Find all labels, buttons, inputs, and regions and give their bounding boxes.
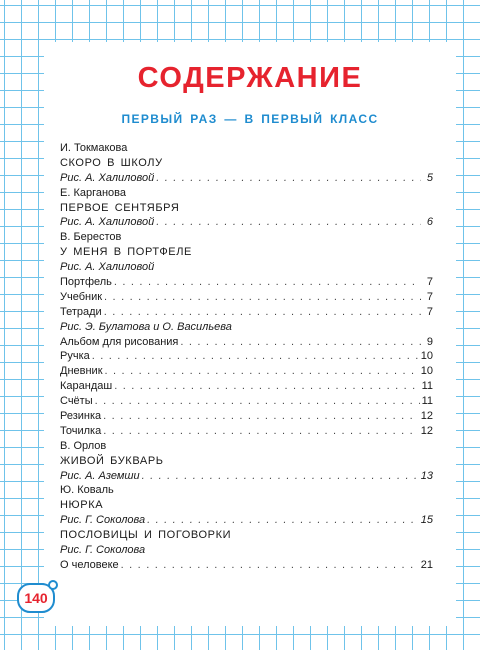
toc-entry (60, 513, 433, 528)
toc-page-number: 10 (420, 350, 433, 363)
toc-entry-text: О человеке (60, 558, 119, 571)
toc-entry-text: Дневник (60, 365, 103, 378)
toc-entry-text: СКОРО В ШКОЛУ (60, 156, 163, 169)
toc-entry (60, 469, 433, 484)
toc-page-number: 12 (420, 424, 433, 437)
toc-author (60, 439, 433, 454)
toc-entry-text: ПОСЛОВИЦЫ И ПОГОВОРКИ (60, 529, 232, 542)
toc-page-number: 10 (420, 365, 433, 378)
toc-entry-text: В. Орлов (60, 439, 107, 452)
toc-illustrator (60, 260, 433, 275)
badge-dot-icon (48, 580, 58, 590)
toc-entry-text: Рис. Э. Булатова и О. Васильева (60, 320, 232, 333)
toc-entry-text: Рис. А. Аземши (60, 469, 140, 482)
toc-story-title (60, 498, 433, 513)
toc-author (60, 483, 433, 498)
toc-entry (60, 290, 433, 305)
toc-author (60, 186, 433, 201)
toc-entry-text: Счёты (60, 395, 93, 408)
toc-page-number: 13 (420, 469, 433, 482)
toc-entry (60, 335, 433, 350)
toc-page-number: 9 (426, 335, 433, 348)
toc-entry-text: Рис. Г. Соколова (60, 544, 146, 557)
toc-illustrator (60, 320, 433, 335)
toc-entry-text: Портфель (60, 276, 112, 289)
toc-entry (60, 424, 433, 439)
dot-leader (156, 215, 421, 230)
toc-entry-text: ЖИВОЙ БУКВАРЬ (60, 454, 164, 467)
toc-entry-text: Альбом для рисования (60, 335, 179, 348)
toc-entry (60, 171, 433, 186)
toc-entry (60, 394, 433, 409)
toc-page-number: 12 (420, 410, 433, 423)
toc-entry-text: Ручка (60, 350, 90, 363)
toc-entry (60, 275, 433, 290)
page-number: 140 (24, 590, 48, 606)
toc-entry (60, 364, 433, 379)
toc-page-number: 11 (421, 380, 433, 393)
toc-story-title (60, 528, 433, 543)
toc-page-number: 6 (426, 216, 433, 229)
toc-page-number: 7 (426, 305, 433, 318)
dot-leader (114, 275, 421, 290)
dot-leader (105, 364, 419, 379)
toc-entry (60, 349, 433, 364)
dot-leader (95, 394, 420, 409)
toc-entry-text: НЮРКА (60, 499, 104, 512)
dot-leader (121, 558, 419, 573)
toc-entry-text: Тетради (60, 305, 102, 318)
toc-entry (60, 215, 433, 230)
section-heading: ПЕРВЫЙ РАЗ — В ПЕРВЫЙ КЛАСС (121, 112, 379, 126)
dot-leader (156, 171, 421, 186)
table-of-contents (60, 141, 433, 573)
toc-entry-text: Рис. А. Халиловой (60, 216, 155, 229)
toc-entry-text: Рис. Г. Соколова (60, 514, 146, 527)
toc-story-title (60, 201, 433, 216)
page-title: СОДЕРЖАНИЕ (137, 62, 363, 94)
dot-leader (104, 290, 421, 305)
toc-entry-text: Рис. А. Халиловой (60, 171, 155, 184)
toc-entry (60, 409, 433, 424)
toc-page-number: 5 (426, 171, 433, 184)
dot-leader (103, 409, 419, 424)
toc-entry (60, 379, 433, 394)
toc-entry-text: Е. Карганова (60, 186, 127, 199)
dot-leader (180, 335, 421, 350)
toc-entry (60, 558, 433, 573)
toc-page-number: 11 (421, 395, 433, 408)
toc-entry-text: И. Токмакова (60, 142, 128, 154)
toc-entry-text: Учебник (60, 290, 103, 303)
contents-page (44, 42, 456, 626)
toc-page-number: 21 (420, 558, 433, 571)
toc-page-number: 15 (420, 514, 433, 527)
dot-leader (114, 379, 419, 394)
toc-entry-text: ПЕРВОЕ СЕНТЯБРЯ (60, 201, 180, 214)
dot-leader (92, 349, 419, 364)
dot-leader (147, 513, 419, 528)
toc-page-number: 7 (426, 290, 433, 303)
toc-entry-text: Ю. Коваль (60, 484, 114, 497)
toc-story-title (60, 454, 433, 469)
toc-entry-text: Резинка (60, 410, 102, 423)
toc-story-title (60, 245, 433, 260)
page-number-badge (17, 583, 55, 613)
toc-entry-text: У МЕНЯ В ПОРТФЕЛЕ (60, 246, 192, 259)
toc-entry-text: Карандаш (60, 380, 113, 393)
toc-illustrator (60, 543, 433, 558)
toc-author (60, 230, 433, 245)
dot-leader (104, 305, 421, 320)
dot-leader (142, 469, 419, 484)
toc-story-title (60, 156, 433, 171)
toc-entry (60, 305, 433, 320)
toc-entry-text: Рис. А. Халиловой (60, 261, 155, 274)
toc-page-number: 7 (426, 276, 433, 289)
toc-entry-text: Точилка (60, 424, 102, 437)
dot-leader (103, 424, 419, 439)
toc-author (60, 141, 433, 156)
toc-entry-text: В. Берестов (60, 231, 122, 244)
